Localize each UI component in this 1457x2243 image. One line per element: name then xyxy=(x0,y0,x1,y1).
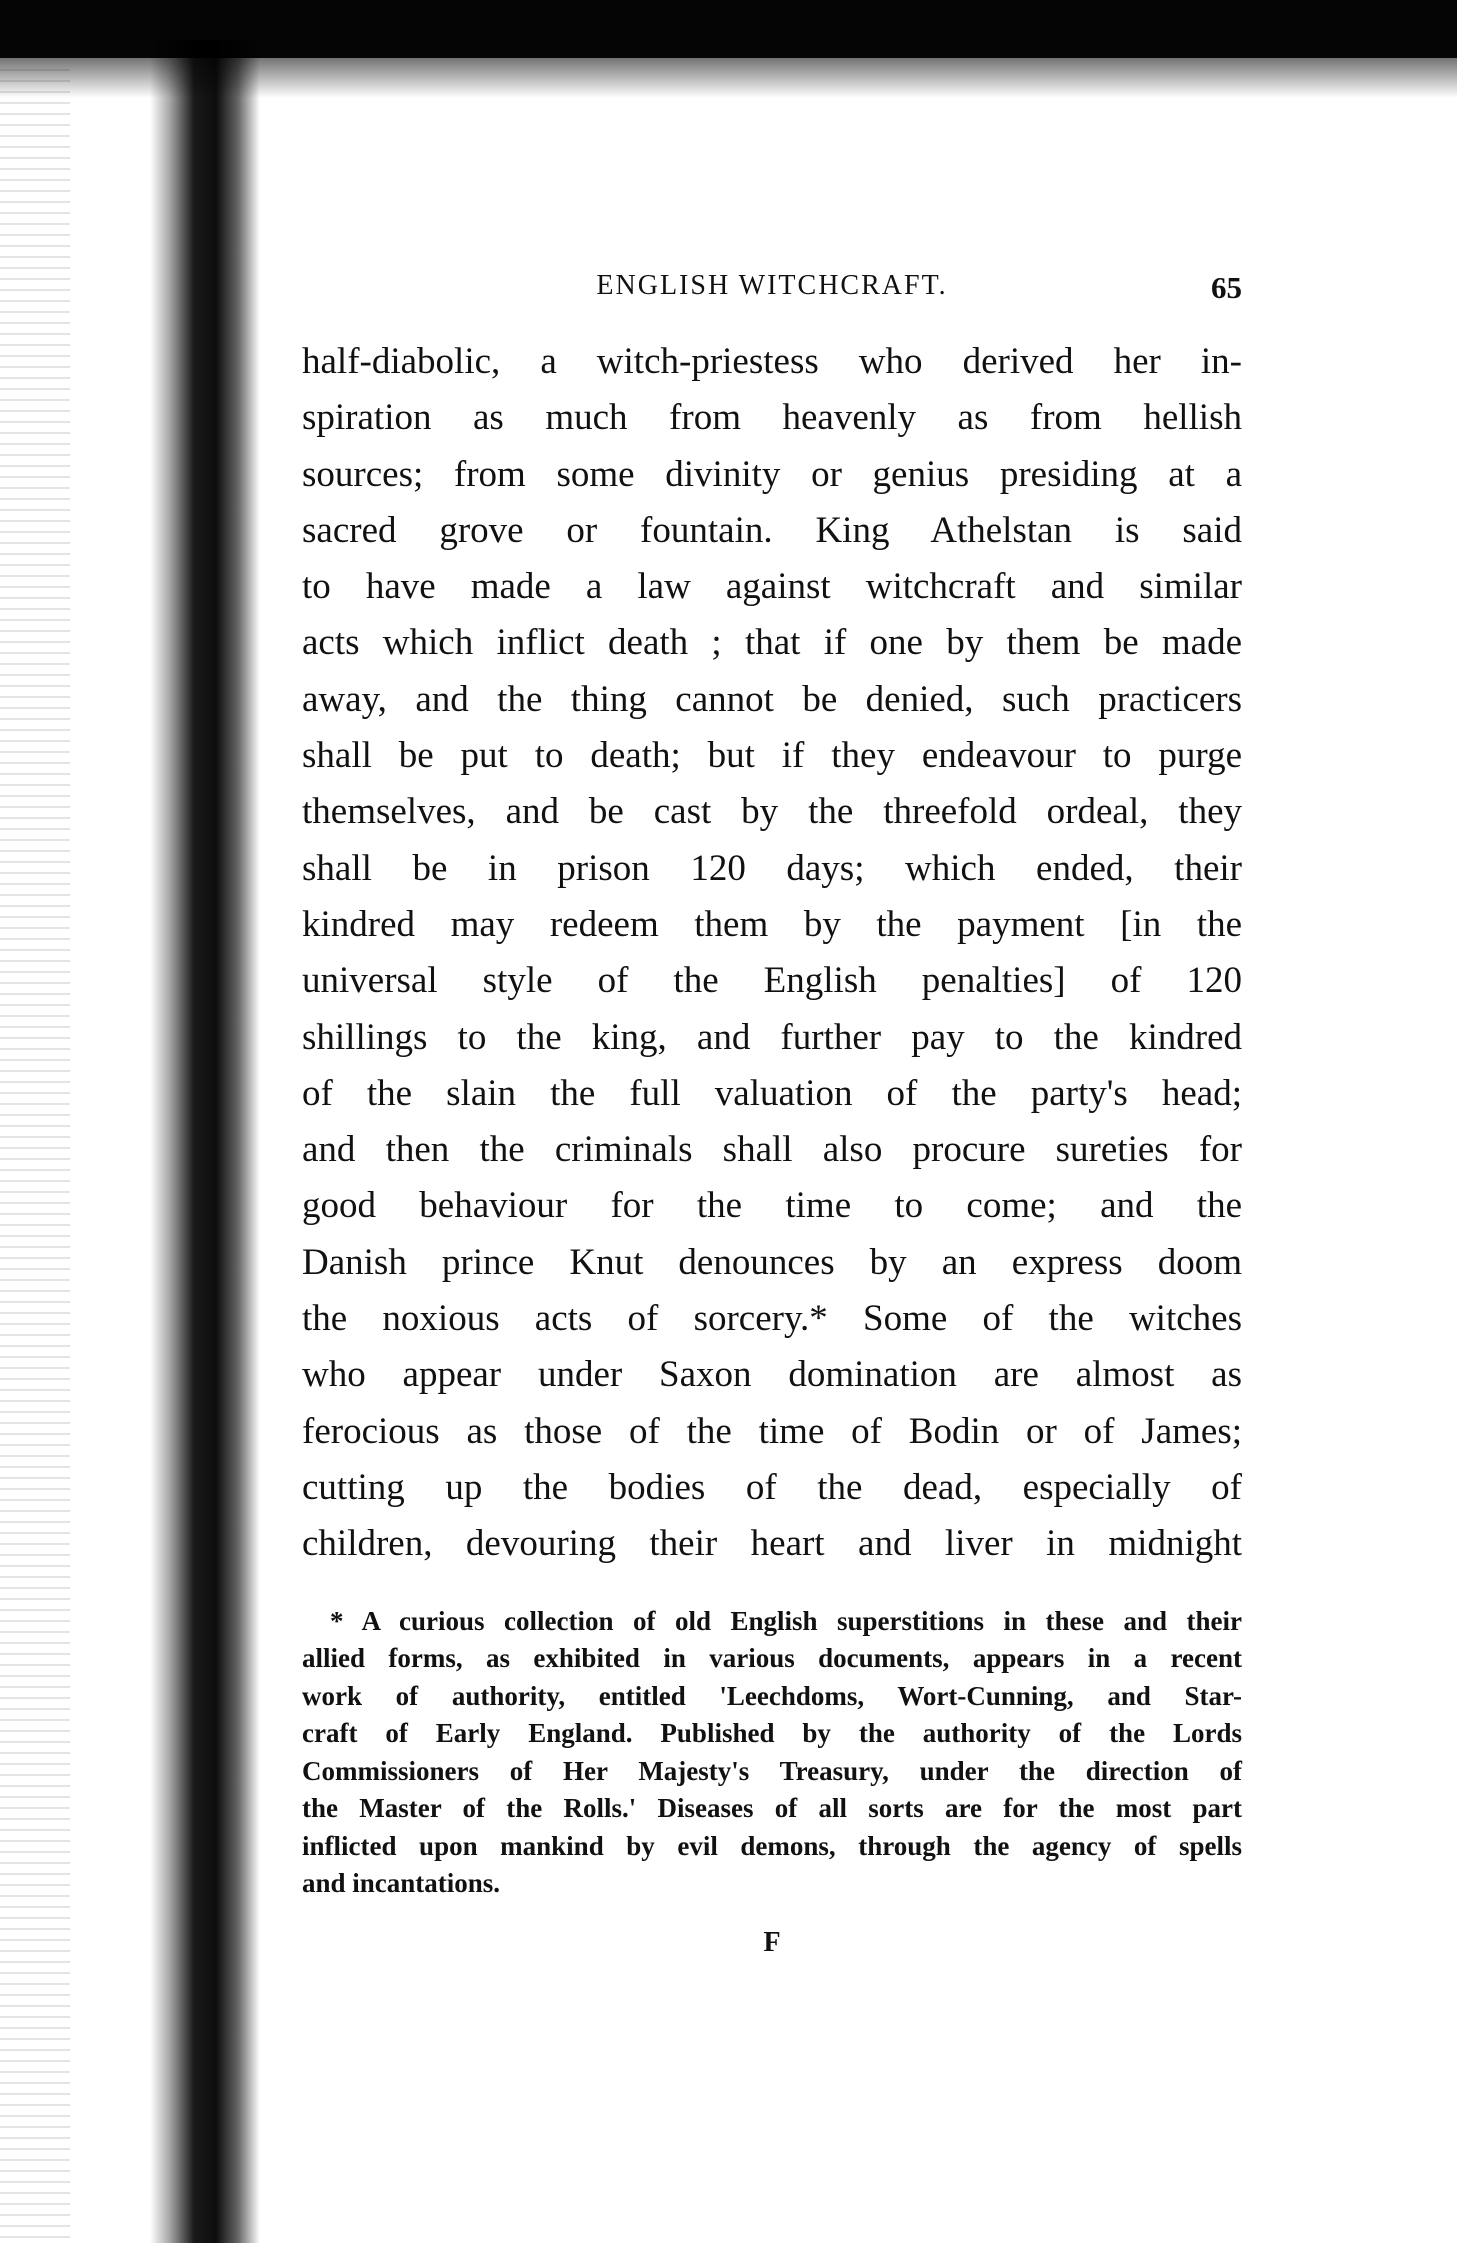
footnote-line: work of authority, entitled 'Leechdoms, Wort-Cunning, and Star- xyxy=(302,1680,1242,1711)
body-line: half-diabolic, a witch-priestess who derived her in- xyxy=(302,341,1242,382)
body-line: good behaviour for the time to come; and the xyxy=(302,1185,1242,1227)
body-line: and then the criminals shall also procure sureties for xyxy=(302,1129,1242,1171)
footnote-line: and incantations. xyxy=(302,1868,501,1899)
body-line: acts which inflict death ; that if one by them be made xyxy=(302,622,1242,664)
body-line: shall be in prison 120 days; which ended, their xyxy=(302,847,1242,889)
body-line: children, devouring their heart and liver in midnight xyxy=(302,1523,1242,1565)
body-line: sources; from some divinity or genius presiding at a xyxy=(302,453,1242,495)
signature-mark: F xyxy=(763,1926,781,1958)
footnote xyxy=(302,1603,1242,1903)
body-line: to have made a law against witchcraft and similar xyxy=(302,566,1242,608)
footnote-line: allied forms, as exhibited in various documents, appears in a recent xyxy=(302,1643,1242,1674)
footnote-line: * A curious collection of old English superstitions in these and their xyxy=(330,1605,1242,1636)
body-line: of the slain the full valuation of the party's head; xyxy=(302,1072,1242,1114)
body-line: shall be put to death; but if they endeavour to purge xyxy=(302,735,1242,777)
scan-binding-shadow xyxy=(150,40,260,2243)
body-line: universal style of the English penalties] of 120 xyxy=(302,960,1242,1002)
body-line: shillings to the king, and further pay to the kindred xyxy=(302,1016,1242,1058)
book-page xyxy=(302,262,1242,1959)
scan-edge-speckle xyxy=(0,60,70,2243)
body-line: ferocious as those of the time of Bodin or of James; xyxy=(302,1410,1242,1452)
body-line: themselves, and be cast by the threefold ordeal, they xyxy=(302,791,1242,833)
body-line: spiration as much from heavenly as from hellish xyxy=(302,397,1242,439)
running-head xyxy=(302,262,1242,312)
running-title: ENGLISH WITCHCRAFT. xyxy=(596,270,948,301)
footnote-line: the Master of the Rolls.' Diseases of all sorts are for the most part xyxy=(302,1793,1242,1824)
body-text xyxy=(302,334,1242,1573)
footnote-line: Commissioners of Her Majesty's Treasury, under the direction of xyxy=(302,1755,1242,1786)
footnote-line: craft of Early England. Published by the authority of the Lords xyxy=(302,1718,1242,1749)
body-line: the noxious acts of sorcery.* Some of the witches xyxy=(302,1298,1242,1340)
body-line: Danish prince Knut denounces by an express doom xyxy=(302,1241,1242,1283)
footnote-line: inflicted upon mankind by evil demons, through the agency of spells xyxy=(302,1830,1242,1861)
body-line: cutting up the bodies of the dead, especially of xyxy=(302,1466,1242,1508)
body-line: away, and the thing cannot be denied, such practicers xyxy=(302,678,1242,720)
body-line: kindred may redeem them by the payment [in the xyxy=(302,903,1242,945)
page-number: 65 xyxy=(1211,270,1242,305)
body-line: sacred grove or fountain. King Athelstan is said xyxy=(302,509,1242,551)
body-line: who appear under Saxon domination are almost as xyxy=(302,1354,1242,1396)
